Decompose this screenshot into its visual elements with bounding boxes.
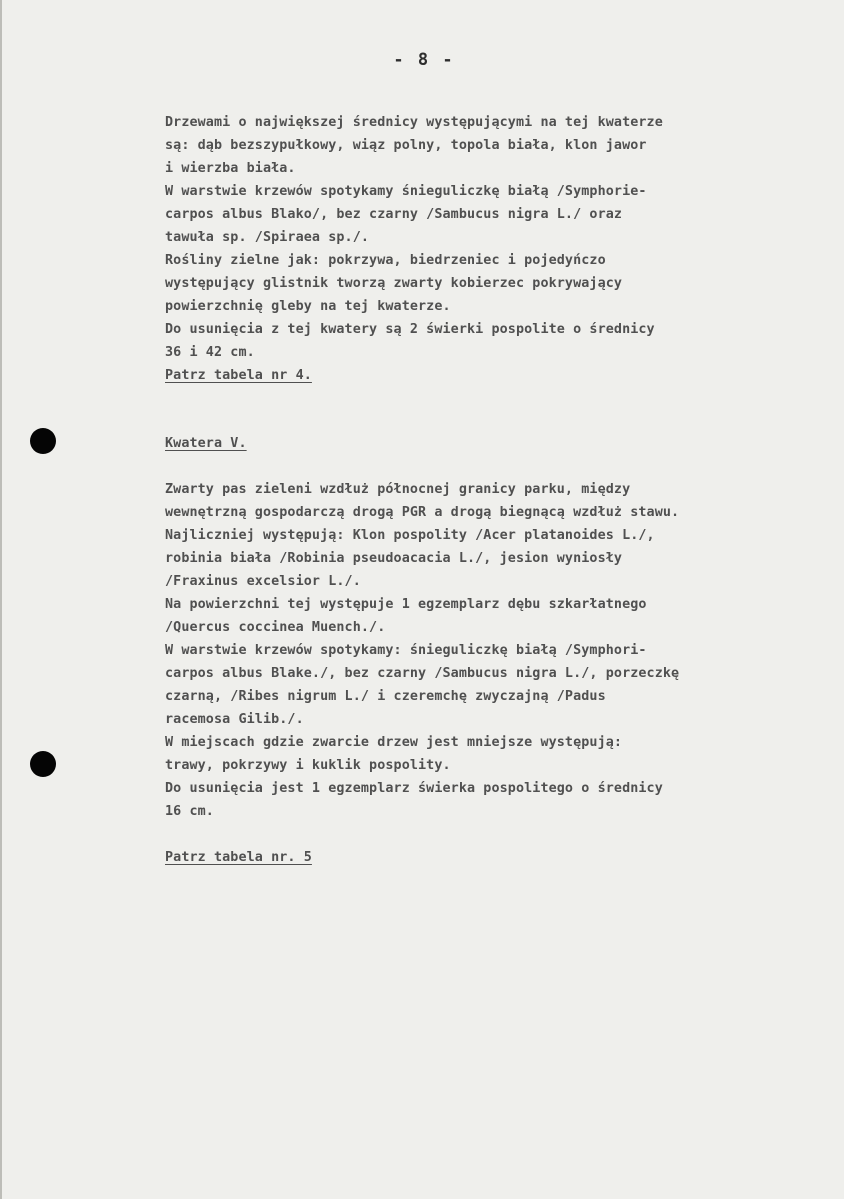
text-line: /Quercus coccinea Muench./. xyxy=(165,620,386,635)
text-line: Do usunięcia z tej kwatery są 2 świerki pospolite o średnicy xyxy=(165,322,655,337)
text-line: Na powierzchni tej występuje 1 egzemplarz dębu szkarłatnego xyxy=(165,597,647,612)
document-body xyxy=(165,111,825,869)
table-reference-5: Patrz tabela nr. 5 xyxy=(165,850,312,865)
text-line: W warstwie krzewów spotykamy: śnieguliczkę białą /Symphori- xyxy=(165,643,647,658)
text-line: robinia biała /Robinia pseudoacacia L./, jesion wyniosły xyxy=(165,551,623,566)
text-line: i wierzba biała. xyxy=(165,161,296,176)
text-line: powierzchnię gleby na tej kwaterze. xyxy=(165,299,451,314)
text-line: występujący glistnik tworzą zwarty kobierzec pokrywający xyxy=(165,276,623,291)
text-line: carpos albus Blake./, bez czarny /Sambucus nigra L./, porzeczkę xyxy=(165,666,680,681)
text-line: są: dąb bezszypułkowy, wiąz polny, topola biała, klon jawor xyxy=(165,138,647,153)
text-line: czarną, /Ribes nigrum L./ i czeremchę zwyczajną /Padus xyxy=(165,689,606,704)
text-line: Rośliny zielne jak: pokrzywa, biedrzeniec i pojedyńczo xyxy=(165,253,606,268)
spacer xyxy=(165,455,825,478)
text-line: Drzewami o największej średnicy występującymi na tej kwaterze xyxy=(165,115,663,130)
text-line: carpos albus Blako/, bez czarny /Sambucus nigra L./ oraz xyxy=(165,207,623,222)
text-line: trawy, pokrzywy i kuklik pospolity. xyxy=(165,758,451,773)
punch-hole-bottom xyxy=(30,751,56,777)
text-line: Najliczniej występują: Klon pospolity /Acer platanoides L./, xyxy=(165,528,655,543)
punch-hole-top xyxy=(30,428,56,454)
text-line: W miejscach gdzie zwarcie drzew jest mniejsze występują: xyxy=(165,735,623,750)
text-line: Zwarty pas zieleni wzdłuż północnej granicy parku, między xyxy=(165,482,631,497)
text-line: Do usunięcia jest 1 egzemplarz świerka pospolitego o średnicy xyxy=(165,781,663,796)
section-kwatera-iv-text xyxy=(165,111,825,387)
section-heading-kwatera-v: Kwatera V. xyxy=(165,436,247,451)
text-line: 16 cm. xyxy=(165,804,214,819)
text-line: tawuła sp. /Spiraea sp./. xyxy=(165,230,370,245)
text-line: W warstwie krzewów spotykamy śnieguliczkę białą /Symphorie- xyxy=(165,184,647,199)
spacer xyxy=(165,823,825,846)
section-kwatera-v-text xyxy=(165,478,825,823)
text-line: /Fraxinus excelsior L./. xyxy=(165,574,361,589)
text-line: wewnętrzną gospodarczą drogą PGR a drogą biegnącą wzdłuż stawu. xyxy=(165,505,680,520)
page-number: - 8 - xyxy=(393,50,455,70)
text-line: 36 i 42 cm. xyxy=(165,345,255,360)
table-reference-4: Patrz tabela nr 4. xyxy=(165,368,312,383)
text-line: racemosa Gilib./. xyxy=(165,712,304,727)
spacer xyxy=(165,387,825,432)
